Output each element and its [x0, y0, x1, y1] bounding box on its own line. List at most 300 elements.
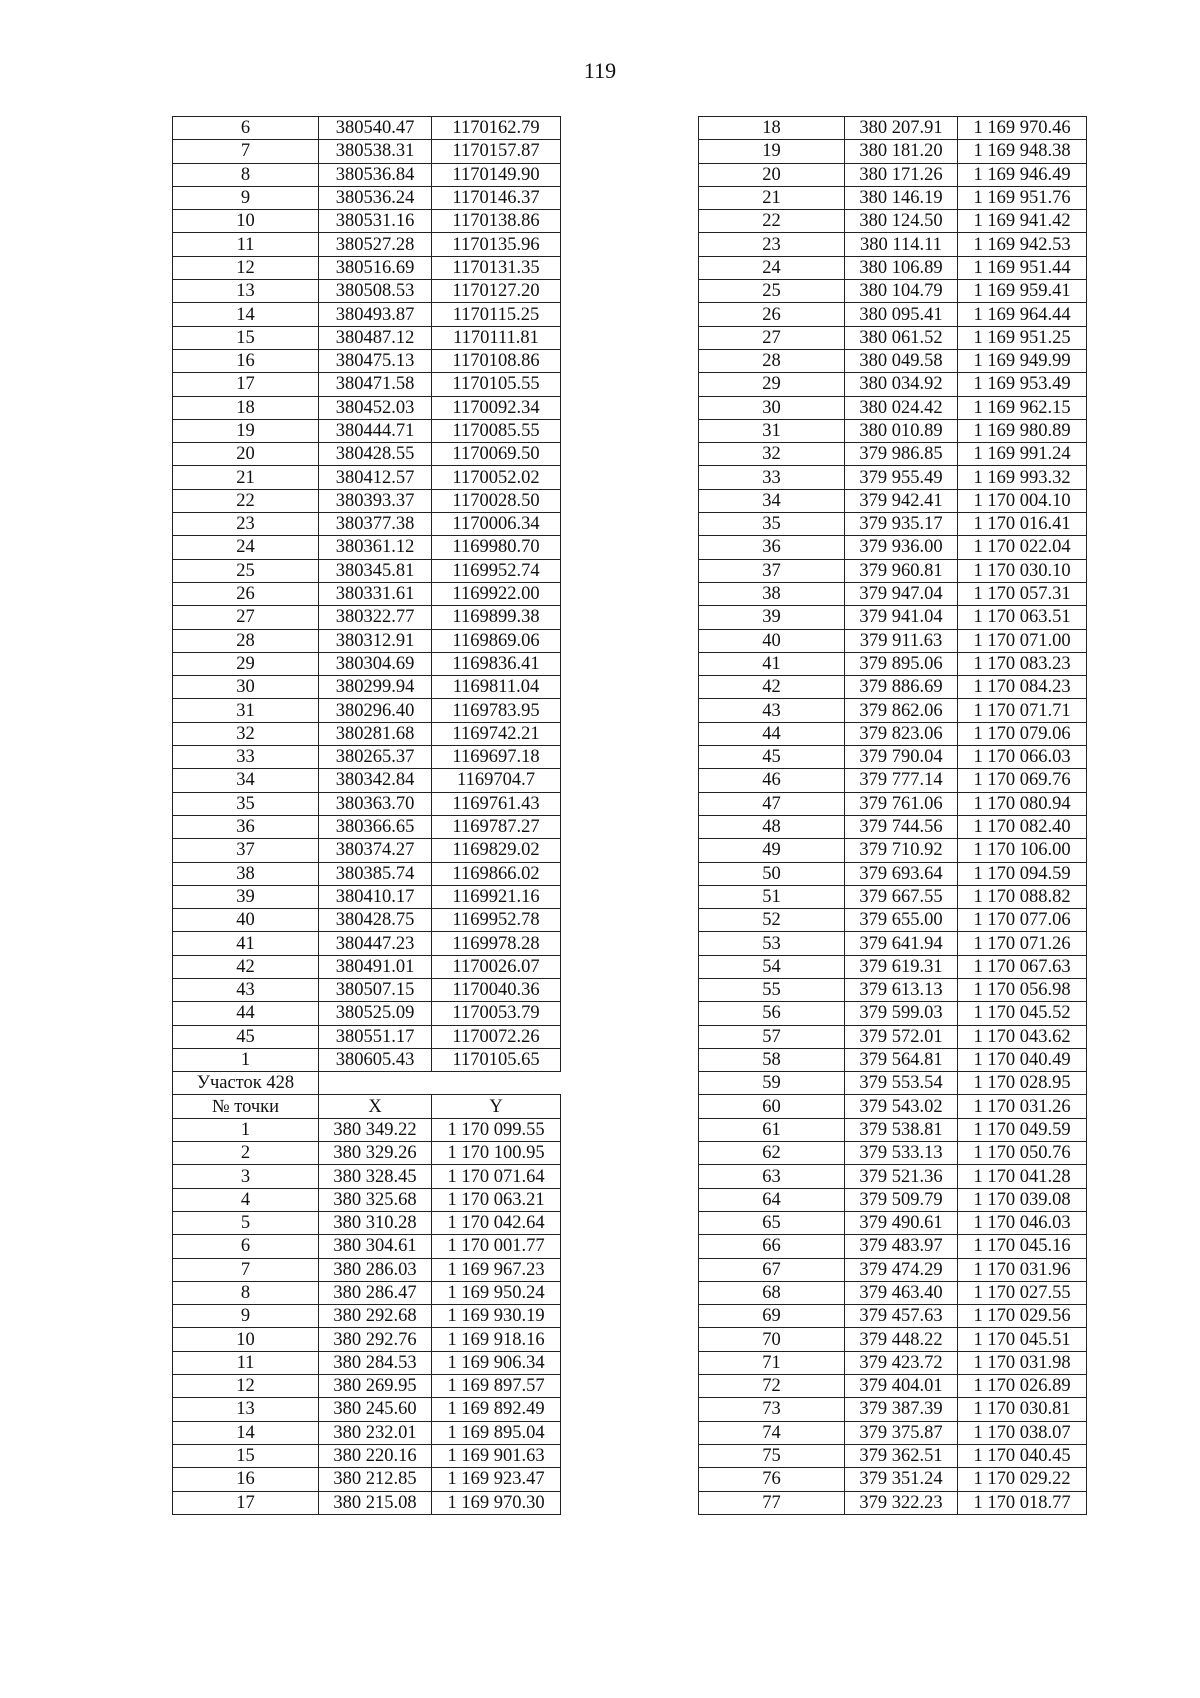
point-number-cell: 72 [699, 1375, 845, 1398]
table-row [173, 513, 561, 536]
x-coordinate-cell: 379 886.69 [845, 676, 958, 699]
y-coordinate-cell: 1170146.37 [432, 186, 561, 209]
point-number-cell: 30 [699, 396, 845, 419]
point-number-cell: 75 [699, 1444, 845, 1467]
y-coordinate-cell: 1169922.00 [432, 582, 561, 605]
x-coordinate-cell: 380471.58 [319, 373, 432, 396]
point-number-cell: 18 [699, 117, 845, 140]
table-row [699, 373, 1087, 396]
point-number-cell: 42 [173, 955, 319, 978]
table-row [173, 839, 561, 862]
point-number-cell: 47 [699, 792, 845, 815]
point-number-cell: 38 [173, 862, 319, 885]
y-coordinate-cell: 1170069.50 [432, 443, 561, 466]
table-row [173, 1235, 561, 1258]
x-coordinate-cell: 380516.69 [319, 256, 432, 279]
y-coordinate-cell: 1 170 046.03 [958, 1211, 1087, 1234]
x-coordinate-cell: 380304.69 [319, 652, 432, 675]
point-number-cell: 44 [699, 722, 845, 745]
point-number-cell: 66 [699, 1235, 845, 1258]
x-coordinate-cell: 380 207.91 [845, 117, 958, 140]
point-number-cell: 10 [173, 1328, 319, 1351]
point-number-cell: 57 [699, 1025, 845, 1048]
point-number-cell: 34 [699, 489, 845, 512]
y-coordinate-cell: 1 169 991.24 [958, 443, 1087, 466]
table-row [699, 466, 1087, 489]
table-row [699, 792, 1087, 815]
y-coordinate-cell: 1 169 964.44 [958, 303, 1087, 326]
y-coordinate-cell: 1 170 071.64 [432, 1165, 561, 1188]
point-number-cell: 33 [699, 466, 845, 489]
y-coordinate-cell: 1 170 030.10 [958, 559, 1087, 582]
x-coordinate-cell: 380 106.89 [845, 256, 958, 279]
x-coordinate-cell: 380536.24 [319, 186, 432, 209]
point-number-cell: 41 [173, 932, 319, 955]
y-coordinate-cell: 1 170 041.28 [958, 1165, 1087, 1188]
table-row [699, 1305, 1087, 1328]
point-number-cell: 15 [173, 326, 319, 349]
y-coordinate-cell: 1 169 970.46 [958, 117, 1087, 140]
x-coordinate-cell: 380 328.45 [319, 1165, 432, 1188]
point-number-cell: 35 [173, 792, 319, 815]
x-coordinate-cell: 380331.61 [319, 582, 432, 605]
table-row [699, 1328, 1087, 1351]
y-coordinate-cell: 1170006.34 [432, 513, 561, 536]
y-coordinate-cell: 1169980.70 [432, 536, 561, 559]
point-number-cell: 45 [173, 1025, 319, 1048]
table-row [173, 955, 561, 978]
point-number-cell: 38 [699, 582, 845, 605]
table-row [173, 1211, 561, 1234]
x-coordinate-cell: 380345.81 [319, 559, 432, 582]
point-number-cell: 51 [699, 885, 845, 908]
y-coordinate-cell: 1 169 951.25 [958, 326, 1087, 349]
x-coordinate-cell: 379 641.94 [845, 932, 958, 955]
x-coordinate-cell: 379 423.72 [845, 1351, 958, 1374]
point-number-cell: 52 [699, 909, 845, 932]
table-row [699, 1351, 1087, 1374]
table-row [699, 233, 1087, 256]
point-number-cell: 14 [173, 1421, 319, 1444]
table-row [699, 1468, 1087, 1491]
point-number-cell: 36 [699, 536, 845, 559]
x-coordinate-cell: 380366.65 [319, 815, 432, 838]
point-number-cell: 39 [173, 885, 319, 908]
section-title: Участок 428 [173, 1072, 319, 1095]
x-coordinate-cell: 379 474.29 [845, 1258, 958, 1281]
x-coordinate-cell: 380507.15 [319, 978, 432, 1001]
table-row [699, 349, 1087, 372]
point-number-cell: 10 [173, 210, 319, 233]
y-coordinate-cell: 1170072.26 [432, 1025, 561, 1048]
table-row [173, 1375, 561, 1398]
y-coordinate-cell: 1 170 071.26 [958, 932, 1087, 955]
y-coordinate-cell: 1 170 083.23 [958, 652, 1087, 675]
y-coordinate-cell: 1170053.79 [432, 1002, 561, 1025]
table-row [699, 932, 1087, 955]
table-row [699, 955, 1087, 978]
point-number-cell: 20 [699, 163, 845, 186]
table-row [173, 303, 561, 326]
y-coordinate-cell: 1 170 031.26 [958, 1095, 1087, 1118]
y-coordinate-cell: 1 170 042.64 [432, 1211, 561, 1234]
x-coordinate-cell: 379 655.00 [845, 909, 958, 932]
x-coordinate-cell: 379 457.63 [845, 1305, 958, 1328]
table-row [699, 885, 1087, 908]
table-row [173, 536, 561, 559]
point-number-cell: 29 [699, 373, 845, 396]
x-coordinate-cell: 380312.91 [319, 629, 432, 652]
table-row [699, 676, 1087, 699]
table-row [173, 349, 561, 372]
table-row [699, 1025, 1087, 1048]
y-coordinate-cell: 1 169 970.30 [432, 1491, 561, 1514]
x-coordinate-cell: 380525.09 [319, 1002, 432, 1025]
point-number-cell: 4 [173, 1188, 319, 1211]
x-coordinate-cell: 380 220.16 [319, 1444, 432, 1467]
y-coordinate-cell: 1 169 959.41 [958, 280, 1087, 303]
x-coordinate-cell: 380 304.61 [319, 1235, 432, 1258]
table-row [699, 652, 1087, 675]
point-number-cell: 14 [173, 303, 319, 326]
y-coordinate-cell: 1 169 942.53 [958, 233, 1087, 256]
point-number-cell: 16 [173, 1468, 319, 1491]
table-row [699, 326, 1087, 349]
x-coordinate-cell: 380452.03 [319, 396, 432, 419]
coordinates-table-right [698, 116, 1087, 1515]
point-number-cell: 23 [699, 233, 845, 256]
x-coordinate-cell: 380551.17 [319, 1025, 432, 1048]
table-row [173, 1002, 561, 1025]
y-coordinate-cell: 1169899.38 [432, 606, 561, 629]
table-row [173, 396, 561, 419]
table-row [699, 1444, 1087, 1467]
point-number-cell: 53 [699, 932, 845, 955]
x-coordinate-cell: 380 171.26 [845, 163, 958, 186]
y-coordinate-cell: 1 170 066.03 [958, 746, 1087, 769]
x-coordinate-cell: 379 553.54 [845, 1072, 958, 1095]
table-row [173, 466, 561, 489]
x-coordinate-cell: 380 232.01 [319, 1421, 432, 1444]
table-row [173, 256, 561, 279]
x-coordinate-cell: 379 790.04 [845, 746, 958, 769]
x-coordinate-cell: 380 095.41 [845, 303, 958, 326]
y-coordinate-cell: 1 169 980.89 [958, 419, 1087, 442]
y-coordinate-cell: 1 170 029.22 [958, 1468, 1087, 1491]
table-row [173, 373, 561, 396]
y-coordinate-cell: 1169761.43 [432, 792, 561, 815]
y-coordinate-cell: 1170149.90 [432, 163, 561, 186]
point-number-cell: 71 [699, 1351, 845, 1374]
x-coordinate-cell: 380 269.95 [319, 1375, 432, 1398]
x-coordinate-cell: 380 010.89 [845, 419, 958, 442]
y-coordinate-cell: 1169704.7 [432, 769, 561, 792]
x-coordinate-cell: 379 761.06 [845, 792, 958, 815]
x-coordinate-cell: 380444.71 [319, 419, 432, 442]
point-number-cell: 30 [173, 676, 319, 699]
x-coordinate-cell: 379 667.55 [845, 885, 958, 908]
point-number-cell: 1 [173, 1048, 319, 1071]
x-coordinate-cell: 379 947.04 [845, 582, 958, 605]
point-number-cell: 65 [699, 1211, 845, 1234]
x-coordinate-cell: 380 124.50 [845, 210, 958, 233]
x-coordinate-cell: 380475.13 [319, 349, 432, 372]
point-number-cell: 6 [173, 1235, 319, 1258]
y-coordinate-cell: 1169952.78 [432, 909, 561, 932]
y-coordinate-cell: 1 170 063.51 [958, 606, 1087, 629]
point-number-cell: 27 [699, 326, 845, 349]
y-coordinate-cell: 1170108.86 [432, 349, 561, 372]
table-row [173, 792, 561, 815]
table-row [173, 233, 561, 256]
table-row [699, 629, 1087, 652]
point-number-cell: 74 [699, 1421, 845, 1444]
y-coordinate-cell: 1 169 950.24 [432, 1281, 561, 1304]
point-number-cell: 31 [173, 699, 319, 722]
y-coordinate-cell: 1 170 026.89 [958, 1375, 1087, 1398]
x-coordinate-cell: 379 564.81 [845, 1048, 958, 1071]
column-header-point: № точки [173, 1095, 319, 1118]
table-row [173, 1421, 561, 1444]
x-coordinate-cell: 380536.84 [319, 163, 432, 186]
x-coordinate-cell: 380 245.60 [319, 1398, 432, 1421]
y-coordinate-cell: 1 169 923.47 [432, 1468, 561, 1491]
y-coordinate-cell: 1170157.87 [432, 140, 561, 163]
table-row [173, 629, 561, 652]
x-coordinate-cell: 379 862.06 [845, 699, 958, 722]
point-number-cell: 69 [699, 1305, 845, 1328]
table-row [173, 652, 561, 675]
point-number-cell: 1 [173, 1118, 319, 1141]
table-row [173, 769, 561, 792]
y-coordinate-cell: 1 169 951.76 [958, 186, 1087, 209]
y-coordinate-cell: 1 169 948.38 [958, 140, 1087, 163]
y-coordinate-cell: 1 170 031.96 [958, 1258, 1087, 1281]
y-coordinate-cell: 1170105.65 [432, 1048, 561, 1071]
y-coordinate-cell: 1170040.36 [432, 978, 561, 1001]
x-coordinate-cell: 379 960.81 [845, 559, 958, 582]
point-number-cell: 28 [699, 349, 845, 372]
point-number-cell: 24 [699, 256, 845, 279]
x-coordinate-cell: 379 533.13 [845, 1142, 958, 1165]
y-coordinate-cell: 1 169 930.19 [432, 1305, 561, 1328]
y-coordinate-cell: 1169921.16 [432, 885, 561, 908]
point-number-cell: 42 [699, 676, 845, 699]
table-row [173, 1468, 561, 1491]
x-coordinate-cell: 380 215.08 [319, 1491, 432, 1514]
table-row [173, 1328, 561, 1351]
table-row [173, 1281, 561, 1304]
table-row [699, 1188, 1087, 1211]
y-coordinate-cell: 1169742.21 [432, 722, 561, 745]
table-row [699, 862, 1087, 885]
x-coordinate-cell: 379 543.02 [845, 1095, 958, 1118]
table-row [699, 815, 1087, 838]
y-coordinate-cell: 1169829.02 [432, 839, 561, 862]
page-number: 119 [583, 58, 617, 83]
table-row [699, 722, 1087, 745]
y-coordinate-cell: 1 170 099.55 [432, 1118, 561, 1141]
x-coordinate-cell: 380428.75 [319, 909, 432, 932]
x-coordinate-cell: 380 286.47 [319, 1281, 432, 1304]
table-row [699, 1165, 1087, 1188]
table-row [173, 1188, 561, 1211]
point-number-cell: 62 [699, 1142, 845, 1165]
x-coordinate-cell: 380428.55 [319, 443, 432, 466]
x-coordinate-cell: 379 936.00 [845, 536, 958, 559]
x-coordinate-cell: 380 114.11 [845, 233, 958, 256]
table-row [173, 559, 561, 582]
y-coordinate-cell: 1 170 069.76 [958, 769, 1087, 792]
table-row [173, 1025, 561, 1048]
point-number-cell: 55 [699, 978, 845, 1001]
point-number-cell: 21 [173, 466, 319, 489]
x-coordinate-cell: 380385.74 [319, 862, 432, 885]
point-number-cell: 7 [173, 140, 319, 163]
y-coordinate-cell: 1169783.95 [432, 699, 561, 722]
point-number-cell: 43 [173, 978, 319, 1001]
table-row [173, 815, 561, 838]
y-coordinate-cell: 1 169 962.15 [958, 396, 1087, 419]
point-number-cell: 3 [173, 1165, 319, 1188]
table-row [699, 1002, 1087, 1025]
table-row [173, 885, 561, 908]
table-row [699, 280, 1087, 303]
x-coordinate-cell: 380393.37 [319, 489, 432, 512]
point-number-cell: 13 [173, 280, 319, 303]
section-title-row [173, 1072, 561, 1095]
x-coordinate-cell: 380 284.53 [319, 1351, 432, 1374]
table-row [699, 1281, 1087, 1304]
y-coordinate-cell: 1 170 030.81 [958, 1398, 1087, 1421]
point-number-cell: 28 [173, 629, 319, 652]
x-coordinate-cell: 379 322.23 [845, 1491, 958, 1514]
table-row [173, 1444, 561, 1467]
point-number-cell: 41 [699, 652, 845, 675]
table-row [173, 932, 561, 955]
point-number-cell: 76 [699, 1468, 845, 1491]
point-number-cell: 70 [699, 1328, 845, 1351]
x-coordinate-cell: 379 895.06 [845, 652, 958, 675]
point-number-cell: 37 [699, 559, 845, 582]
table-row [173, 909, 561, 932]
coordinates-table-left [172, 116, 561, 1515]
y-coordinate-cell: 1 170 071.71 [958, 699, 1087, 722]
y-coordinate-cell: 1 170 016.41 [958, 513, 1087, 536]
y-coordinate-cell: 1 169 967.23 [432, 1258, 561, 1281]
table-row [699, 1142, 1087, 1165]
y-coordinate-cell: 1 170 040.45 [958, 1444, 1087, 1467]
table-row [699, 1258, 1087, 1281]
table-row [173, 163, 561, 186]
x-coordinate-cell: 379 572.01 [845, 1025, 958, 1048]
x-coordinate-cell: 379 351.24 [845, 1468, 958, 1491]
x-coordinate-cell: 380342.84 [319, 769, 432, 792]
x-coordinate-cell: 380605.43 [319, 1048, 432, 1071]
y-coordinate-cell: 1 170 038.07 [958, 1421, 1087, 1444]
x-coordinate-cell: 379 955.49 [845, 466, 958, 489]
y-coordinate-cell: 1169697.18 [432, 746, 561, 769]
table-row [173, 280, 561, 303]
table-row [173, 746, 561, 769]
table-row [173, 186, 561, 209]
point-number-cell: 54 [699, 955, 845, 978]
point-number-cell: 9 [173, 186, 319, 209]
table-row [699, 140, 1087, 163]
x-coordinate-cell: 380 349.22 [319, 1118, 432, 1141]
table-row [699, 210, 1087, 233]
y-coordinate-cell: 1 170 057.31 [958, 582, 1087, 605]
table-row [699, 419, 1087, 442]
y-coordinate-cell: 1 169 946.49 [958, 163, 1087, 186]
point-number-cell: 37 [173, 839, 319, 862]
x-coordinate-cell: 379 823.06 [845, 722, 958, 745]
y-coordinate-cell: 1 170 100.95 [432, 1142, 561, 1165]
y-coordinate-cell: 1 170 001.77 [432, 1235, 561, 1258]
x-coordinate-cell: 380 024.42 [845, 396, 958, 419]
y-coordinate-cell: 1 169 941.42 [958, 210, 1087, 233]
y-coordinate-cell: 1170135.96 [432, 233, 561, 256]
x-coordinate-cell: 379 986.85 [845, 443, 958, 466]
point-number-cell: 22 [699, 210, 845, 233]
x-coordinate-cell: 380361.12 [319, 536, 432, 559]
point-number-cell: 5 [173, 1211, 319, 1234]
y-coordinate-cell: 1169869.06 [432, 629, 561, 652]
y-coordinate-cell: 1 170 027.55 [958, 1281, 1087, 1304]
point-number-cell: 8 [173, 163, 319, 186]
x-coordinate-cell: 380 286.03 [319, 1258, 432, 1281]
table-row [699, 396, 1087, 419]
y-coordinate-cell: 1 170 056.98 [958, 978, 1087, 1001]
x-coordinate-cell: 380 310.28 [319, 1211, 432, 1234]
point-number-cell: 44 [173, 1002, 319, 1025]
point-number-cell: 60 [699, 1095, 845, 1118]
point-number-cell: 36 [173, 815, 319, 838]
x-coordinate-cell: 380 292.76 [319, 1328, 432, 1351]
x-coordinate-cell: 379 744.56 [845, 815, 958, 838]
x-coordinate-cell: 379 404.01 [845, 1375, 958, 1398]
x-coordinate-cell: 380374.27 [319, 839, 432, 862]
x-coordinate-cell: 379 538.81 [845, 1118, 958, 1141]
point-number-cell: 2 [173, 1142, 319, 1165]
table-row [173, 1095, 561, 1118]
x-coordinate-cell: 379 375.87 [845, 1421, 958, 1444]
x-coordinate-cell: 379 942.41 [845, 489, 958, 512]
x-coordinate-cell: 380531.16 [319, 210, 432, 233]
table-row [699, 1211, 1087, 1234]
x-coordinate-cell: 380299.94 [319, 676, 432, 699]
point-number-cell: 50 [699, 862, 845, 885]
y-coordinate-cell: 1170085.55 [432, 419, 561, 442]
x-coordinate-cell: 379 521.36 [845, 1165, 958, 1188]
x-coordinate-cell: 379 463.40 [845, 1281, 958, 1304]
y-coordinate-cell: 1 170 028.95 [958, 1072, 1087, 1095]
y-coordinate-cell: 1 170 043.62 [958, 1025, 1087, 1048]
point-number-cell: 17 [173, 1491, 319, 1514]
y-coordinate-cell: 1170052.02 [432, 466, 561, 489]
y-coordinate-cell: 1169811.04 [432, 676, 561, 699]
x-coordinate-cell: 380447.23 [319, 932, 432, 955]
point-number-cell: 35 [699, 513, 845, 536]
point-number-cell: 12 [173, 256, 319, 279]
table-row [699, 559, 1087, 582]
table-row [699, 1095, 1087, 1118]
table-row [173, 676, 561, 699]
y-coordinate-cell: 1 170 080.94 [958, 792, 1087, 815]
table-row [173, 1398, 561, 1421]
table-row [173, 1258, 561, 1281]
point-number-cell: 19 [173, 419, 319, 442]
